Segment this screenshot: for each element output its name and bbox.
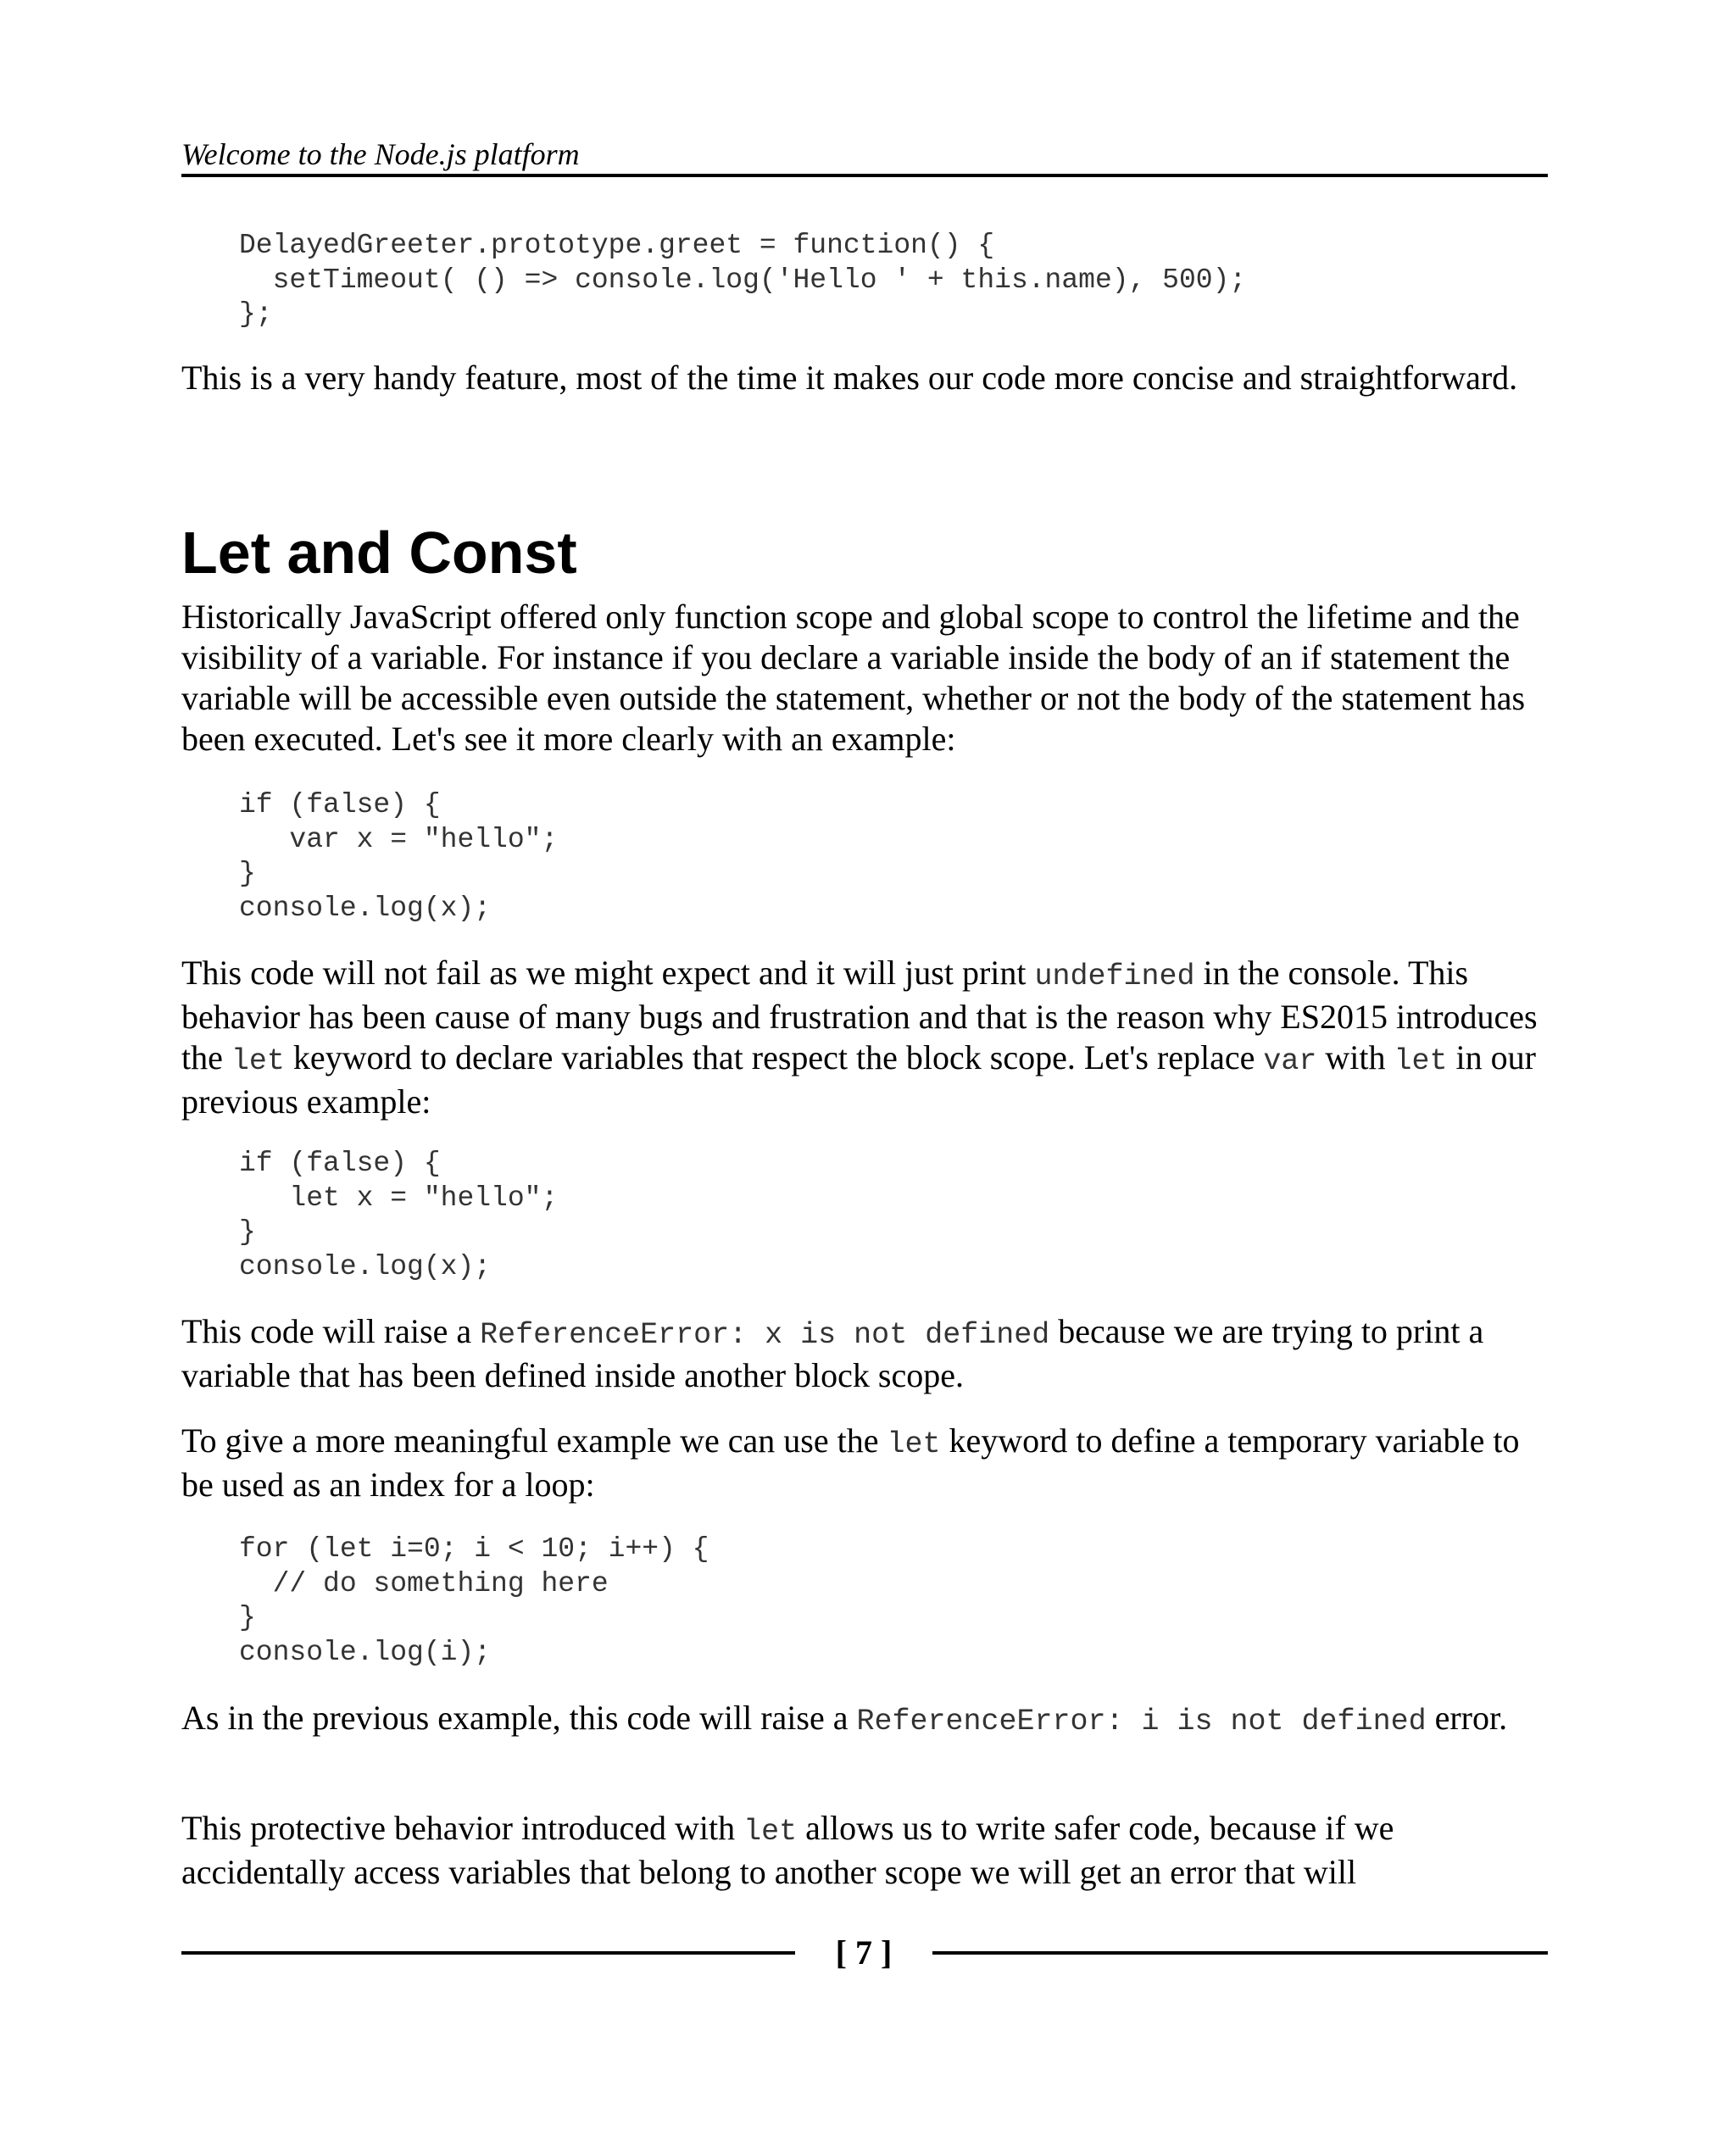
text-run: allows us to write safer code, because if we accidentally access variables that belong to another scope we will get an error that will: [181, 1809, 1394, 1891]
code-line: if (false) {: [239, 1148, 441, 1179]
code-line: for (let i=0; i < 10; i++) {: [239, 1533, 709, 1565]
paragraph-reference-error-x: [181, 1311, 1548, 1396]
code-line: console.log(i);: [239, 1636, 492, 1668]
text-run: because we are trying to print a variable that has been defined inside another block scope.: [181, 1312, 1484, 1394]
text-run: keyword to define a temporary variable to be used as an index for a loop:: [181, 1421, 1520, 1504]
inline-code: undefined: [1034, 960, 1195, 993]
text-run: in the console. This behavior has been cause of many bugs and frustration and that is the reason why ES2015 introduces the: [181, 954, 1538, 1076]
code-line: let x = "hello";: [239, 1182, 559, 1214]
paragraph-scope-history: Historically JavaScript offered only function scope and global scope to control the lifetime and the visibility of a variable. For instance if you declare a variable inside the body of an if statement the variable will be accessible even outside the statement, whether or not the body of the statement has been executed. Let's see it more clearly with an example:: [181, 598, 1526, 758]
code-line: DelayedGreeter.prototype.greet = function() {: [239, 230, 995, 261]
text-run: keyword to declare variables that respect the block scope. Let's replace: [284, 1038, 1264, 1076]
code-line: if (false) {: [239, 789, 441, 820]
code-line: console.log(x);: [239, 892, 492, 924]
paragraph-undefined-explanation: [181, 953, 1548, 1122]
code-line: console.log(x);: [239, 1250, 492, 1282]
inline-code: ReferenceError: i is not defined: [856, 1705, 1427, 1738]
paragraph-reference-error-i: [181, 1698, 1548, 1742]
text-run: with: [1316, 1038, 1394, 1076]
code-line: }: [239, 1602, 256, 1633]
page-number: [ 7 ]: [835, 1933, 893, 1972]
running-header: Welcome to the Node.js platform: [181, 137, 580, 171]
text-run: in our previous example:: [181, 1038, 1536, 1121]
inline-code: let: [743, 1815, 798, 1849]
paragraph-arrow-summary: This is a very handy feature, most of the time it makes our code more concise and straightforward.: [181, 359, 1518, 397]
paragraph-protective-behavior: [181, 1808, 1548, 1893]
inline-code: let: [231, 1044, 285, 1078]
code-block-let-example: [239, 1147, 558, 1284]
text-run: This code will not fail as we might expect and it will just print: [181, 954, 1035, 992]
inline-code: ReferenceError: x is not defined: [480, 1318, 1050, 1352]
code-block-delayed-greeter: [239, 229, 1246, 332]
inline-code: let: [1394, 1044, 1448, 1078]
code-line: }: [239, 1216, 256, 1248]
code-block-var-example: [239, 788, 558, 926]
code-line: var x = "hello";: [239, 823, 559, 855]
footer-rule-right: [932, 1951, 1548, 1955]
inline-code: let: [887, 1427, 941, 1461]
text-run: error.: [1426, 1699, 1508, 1737]
code-block-for-loop: [239, 1532, 709, 1670]
section-heading: Let and Const: [181, 520, 577, 586]
paragraph-loop-intro: [181, 1421, 1548, 1505]
code-line: };: [239, 298, 273, 330]
text-run: As in the previous example, this code will raise a: [181, 1699, 857, 1737]
footer-rule-left: [181, 1951, 795, 1955]
header-rule: [181, 174, 1548, 177]
text-run: This code will raise a: [181, 1312, 481, 1350]
code-line: }: [239, 858, 256, 889]
code-line: setTimeout( () => console.log('Hello ' + this.name), 500);: [239, 264, 1247, 296]
text-run: To give a more meaningful example we can use the: [181, 1421, 887, 1460]
code-line: // do something here: [239, 1567, 609, 1599]
inline-code: var: [1263, 1044, 1317, 1078]
text-run: This protective behavior introduced with: [181, 1809, 744, 1847]
